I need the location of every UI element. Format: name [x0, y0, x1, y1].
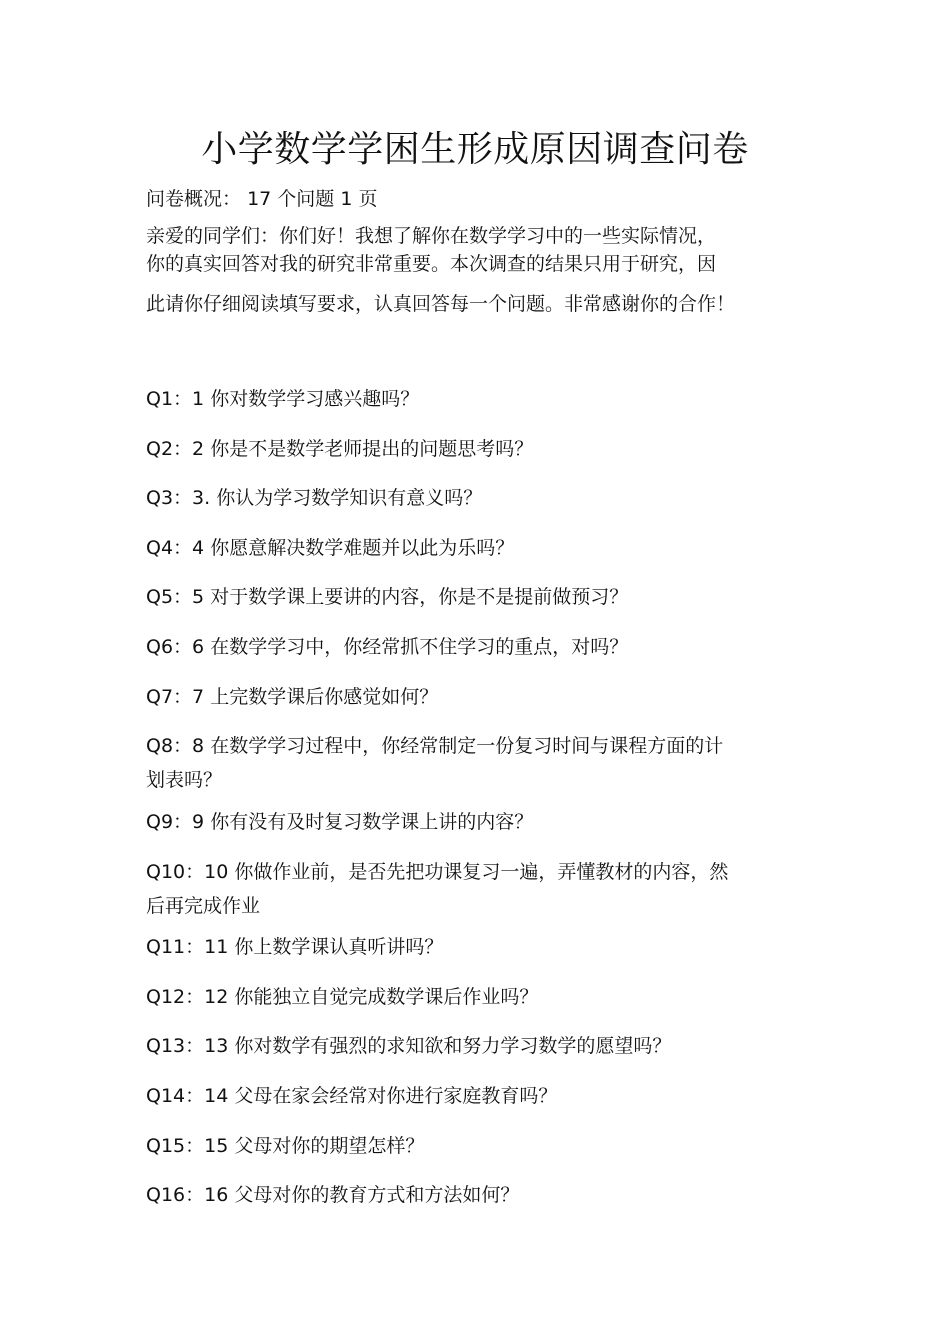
- question-number: Q9：9: [146, 811, 205, 833]
- question-item: [146, 432, 836, 466]
- question-text: 你对数学有强烈的求知欲和努力学习数学的愿望吗？: [234, 1035, 672, 1057]
- question-text: 你认为学习数学知识有意义吗？: [216, 487, 483, 509]
- question-number: Q1：1: [146, 388, 205, 410]
- question-number: Q15：15: [146, 1135, 229, 1157]
- question-item: [146, 855, 836, 923]
- intro-line-2: 你的真实回答对我的研究非常重要。本次调查的结果只用于研究，因: [146, 253, 717, 275]
- question-text-continued: 后再完成作业: [146, 895, 261, 917]
- question-count-unit: 个问题: [277, 188, 335, 210]
- question-item: [146, 580, 836, 614]
- question-text: 在数学学习中，你经常抓不住学习的重点，对吗？: [210, 636, 629, 658]
- survey-overview: [146, 184, 378, 214]
- question-text: 对于数学课上要讲的内容，你是不是提前做预习？: [210, 586, 629, 608]
- page-count: 1: [340, 188, 353, 210]
- question-number: Q6：6: [146, 636, 205, 658]
- intro-line-3: 此请你仔细阅读填写要求，认真回答每一个问题。非常感谢你的合作！: [146, 293, 736, 315]
- question-item: [146, 630, 836, 664]
- question-text: 父母对你的期望怎样？: [234, 1135, 425, 1157]
- intro-line-1: 亲爱的同学们：你们好！我想了解你在数学学习中的一些实际情况，: [146, 225, 717, 247]
- question-text: 上完数学课后你感觉如何？: [210, 686, 439, 708]
- question-item: [146, 1029, 836, 1063]
- question-item: [146, 382, 836, 416]
- page-count-unit: 页: [358, 188, 378, 210]
- question-number: Q14：14: [146, 1085, 229, 1107]
- page-title: 小学数学学困生形成原因调查问卷: [201, 129, 749, 170]
- question-item: [146, 680, 836, 714]
- question-text: 在数学学习过程中，你经常制定一份复习时间与课程方面的计: [210, 735, 724, 757]
- question-number: Q3：3.: [146, 487, 211, 509]
- question-item: [146, 481, 836, 515]
- question-text: 你是不是数学老师提出的问题思考吗？: [210, 438, 534, 460]
- question-item: [146, 531, 836, 565]
- question-count: 17: [247, 188, 272, 210]
- question-item: [146, 930, 836, 964]
- question-item: [146, 729, 836, 797]
- question-number: Q8：8: [146, 735, 205, 757]
- question-text: 你做作业前，是否先把功课复习一遍，弄懂教材的内容，然: [234, 861, 729, 883]
- question-number: Q7：7: [146, 686, 205, 708]
- question-item: [146, 980, 836, 1014]
- question-item: [146, 1178, 836, 1212]
- question-item: [146, 805, 836, 839]
- intro-paragraph: [146, 222, 836, 318]
- question-text: 你能独立自觉完成数学课后作业吗？: [234, 986, 539, 1008]
- question-text: 你上数学课认真听讲吗？: [234, 936, 444, 958]
- question-text: 你对数学学习感兴趣吗？: [210, 388, 420, 410]
- question-text: 你愿意解决数学难题并以此为乐吗？: [210, 537, 515, 559]
- question-number: Q11：11: [146, 936, 229, 958]
- question-number: Q4：4: [146, 537, 205, 559]
- question-number: Q10：10: [146, 861, 229, 883]
- question-number: Q13：13: [146, 1035, 229, 1057]
- question-item: [146, 1079, 836, 1113]
- question-text: 父母对你的教育方式和方法如何？: [234, 1184, 520, 1206]
- question-number: Q2：2: [146, 438, 205, 460]
- question-text-continued: 划表吗？: [146, 769, 223, 791]
- question-text: 父母在家会经常对你进行家庭教育吗？: [234, 1085, 558, 1107]
- question-number: Q12：12: [146, 986, 229, 1008]
- question-number: Q5：5: [146, 586, 205, 608]
- question-number: Q16：16: [146, 1184, 229, 1206]
- question-item: [146, 1129, 836, 1163]
- question-text: 你有没有及时复习数学课上讲的内容？: [210, 811, 534, 833]
- overview-label: 问卷概况：: [146, 188, 242, 210]
